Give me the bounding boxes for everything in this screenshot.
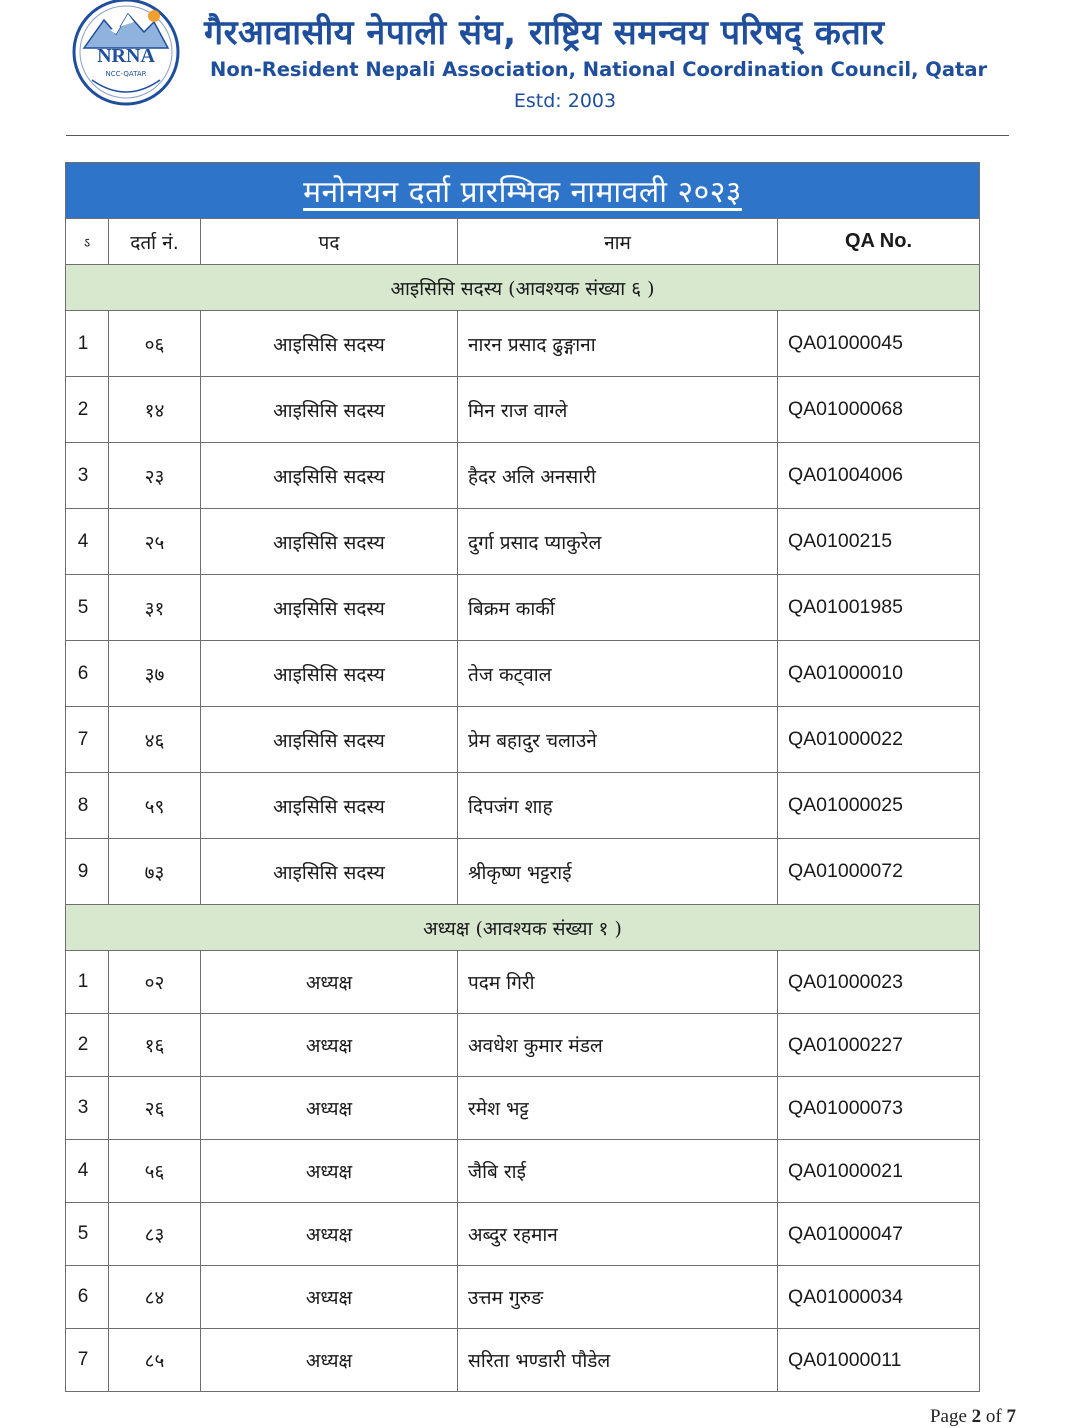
table-title: मनोनयन दर्ता प्रारम्भिक नामावली २०२३ — [303, 175, 742, 210]
cell-qa-no: QA0100215 — [778, 509, 980, 575]
cell-qa-no: QA01000010 — [778, 641, 980, 707]
col-header-sn: ऽ — [66, 219, 109, 265]
col-header-qa-no: QA No. — [778, 219, 980, 265]
logo-subtext: NCC-QATAR — [105, 70, 147, 78]
cell-post: आइसिसि सदस्य — [201, 839, 458, 905]
cell-qa-no: QA01000011 — [778, 1329, 980, 1392]
cell-qa-no: QA01000072 — [778, 839, 980, 905]
cell-reg-no: २६ — [109, 1077, 201, 1140]
cell-qa-no: QA01000023 — [778, 951, 980, 1014]
cell-name: नारन प्रसाद ढुङ्गाना — [458, 311, 778, 377]
cell-post: अध्यक्ष — [201, 1077, 458, 1140]
cell-serial: 6 — [66, 641, 109, 707]
table-row — [66, 311, 980, 377]
cell-name: प्रेम बहादुर चलाउने — [458, 707, 778, 773]
cell-post: आइसिसि सदस्य — [201, 377, 458, 443]
section-heading-row — [66, 905, 980, 951]
cell-reg-no: ७३ — [109, 839, 201, 905]
cell-post: आइसिसि सदस्य — [201, 707, 458, 773]
logo-text: NRNA — [97, 45, 155, 67]
table-row — [66, 951, 980, 1014]
cell-name: जैबि राई — [458, 1140, 778, 1203]
cell-reg-no: २५ — [109, 509, 201, 575]
cell-name: पदम गिरी — [458, 951, 778, 1014]
cell-serial: 3 — [66, 1077, 109, 1140]
col-header-post: पद — [201, 219, 458, 265]
cell-post: अध्यक्ष — [201, 1203, 458, 1266]
cell-name: श्रीकृष्ण भट्टराई — [458, 839, 778, 905]
cell-qa-no: QA01000068 — [778, 377, 980, 443]
table-title-row — [66, 163, 980, 219]
cell-reg-no: ३१ — [109, 575, 201, 641]
org-name-english: Non-Resident Nepali Association, National Coordination Council, Qatar — [210, 58, 988, 81]
cell-qa-no: QA01000034 — [778, 1266, 980, 1329]
cell-serial: 2 — [66, 377, 109, 443]
cell-name: उत्तम गुरुङ — [458, 1266, 778, 1329]
cell-reg-no: ५६ — [109, 1140, 201, 1203]
page-current: 2 — [971, 1406, 982, 1427]
section-heading: आइसिसि सदस्य (आवश्यक संख्या ६ ) — [66, 265, 980, 311]
cell-serial: 2 — [66, 1014, 109, 1077]
table-row — [66, 1329, 980, 1392]
table-row — [66, 641, 980, 707]
cell-serial: 9 — [66, 839, 109, 905]
table-row — [66, 377, 980, 443]
cell-post: आइसिसि सदस्य — [201, 443, 458, 509]
table-row — [66, 707, 980, 773]
cell-qa-no: QA01001985 — [778, 575, 980, 641]
org-name-nepali: गैरआवासीय नेपाली संघ, राष्ट्रिय समन्वय परिषद् कतार — [204, 13, 885, 53]
cell-name: मिन राज वाग्ले — [458, 377, 778, 443]
cell-name: हैदर अलि अनसारी — [458, 443, 778, 509]
header-divider — [66, 135, 1009, 136]
table-row — [66, 575, 980, 641]
cell-name: बिक्रम कार्की — [458, 575, 778, 641]
col-header-name: नाम — [458, 219, 778, 265]
cell-name: दिपजंग शाह — [458, 773, 778, 839]
page-label: Page — [929, 1406, 967, 1427]
table-row — [66, 773, 980, 839]
cell-serial: 5 — [66, 575, 109, 641]
table-row — [66, 1014, 980, 1077]
cell-reg-no: ०६ — [109, 311, 201, 377]
cell-reg-no: ४६ — [109, 707, 201, 773]
cell-qa-no: QA01004006 — [778, 443, 980, 509]
cell-reg-no: ८५ — [109, 1329, 201, 1392]
table-row — [66, 1077, 980, 1140]
page-of: of — [985, 1406, 1002, 1427]
cell-serial: 7 — [66, 1329, 109, 1392]
established-year: Estd: 2003 — [513, 90, 617, 112]
cell-qa-no: QA01000025 — [778, 773, 980, 839]
cell-qa-no: QA01000045 — [778, 311, 980, 377]
section-heading-row — [66, 265, 980, 311]
cell-post: अध्यक्ष — [201, 1140, 458, 1203]
cell-reg-no: ५९ — [109, 773, 201, 839]
section-heading: अध्यक्ष (आवश्यक संख्या १ ) — [66, 905, 980, 951]
cell-qa-no: QA01000227 — [778, 1014, 980, 1077]
cell-name: अवधेश कुमार मंडल — [458, 1014, 778, 1077]
cell-post: अध्यक्ष — [201, 1329, 458, 1392]
cell-reg-no: ८४ — [109, 1266, 201, 1329]
cell-serial: 4 — [66, 509, 109, 575]
cell-reg-no: ०२ — [109, 951, 201, 1014]
table-header-row — [66, 219, 980, 265]
cell-reg-no: १६ — [109, 1014, 201, 1077]
cell-reg-no: १४ — [109, 377, 201, 443]
cell-serial: 5 — [66, 1203, 109, 1266]
table-row — [66, 1266, 980, 1329]
cell-post: आइसिसि सदस्य — [201, 509, 458, 575]
cell-qa-no: QA01000047 — [778, 1203, 980, 1266]
cell-name: तेज कट्वाल — [458, 641, 778, 707]
cell-post: आइसिसि सदस्य — [201, 641, 458, 707]
cell-qa-no: QA01000022 — [778, 707, 980, 773]
col-header-reg-no: दर्ता नं. — [109, 219, 201, 265]
cell-serial: 1 — [66, 951, 109, 1014]
cell-post: आइसिसि सदस्य — [201, 575, 458, 641]
cell-qa-no: QA01000021 — [778, 1140, 980, 1203]
cell-serial: 1 — [66, 311, 109, 377]
cell-post: आइसिसि सदस्य — [201, 311, 458, 377]
page-total: 7 — [1006, 1406, 1016, 1427]
page-number — [930, 1406, 1016, 1428]
cell-post: आइसिसि सदस्य — [201, 773, 458, 839]
table-row — [66, 1203, 980, 1266]
table-row — [66, 1140, 980, 1203]
cell-reg-no: ३७ — [109, 641, 201, 707]
table-row — [66, 443, 980, 509]
cell-name: सरिता भण्डारी पौडेल — [458, 1329, 778, 1392]
cell-qa-no: QA01000073 — [778, 1077, 980, 1140]
table-row — [66, 509, 980, 575]
cell-serial: 8 — [66, 773, 109, 839]
cell-serial: 4 — [66, 1140, 109, 1203]
cell-post: अध्यक्ष — [201, 951, 458, 1014]
cell-serial: 7 — [66, 707, 109, 773]
table-row — [66, 839, 980, 905]
cell-reg-no: ८३ — [109, 1203, 201, 1266]
cell-post: अध्यक्ष — [201, 1266, 458, 1329]
cell-name: दुर्गा प्रसाद प्याकुरेल — [458, 509, 778, 575]
cell-serial: 6 — [66, 1266, 109, 1329]
cell-serial: 3 — [66, 443, 109, 509]
cell-post: अध्यक्ष — [201, 1014, 458, 1077]
nomination-table — [65, 162, 980, 1392]
cell-reg-no: २३ — [109, 443, 201, 509]
cell-name: अब्दुर रहमान — [458, 1203, 778, 1266]
cell-name: रमेश भट्ट — [458, 1077, 778, 1140]
